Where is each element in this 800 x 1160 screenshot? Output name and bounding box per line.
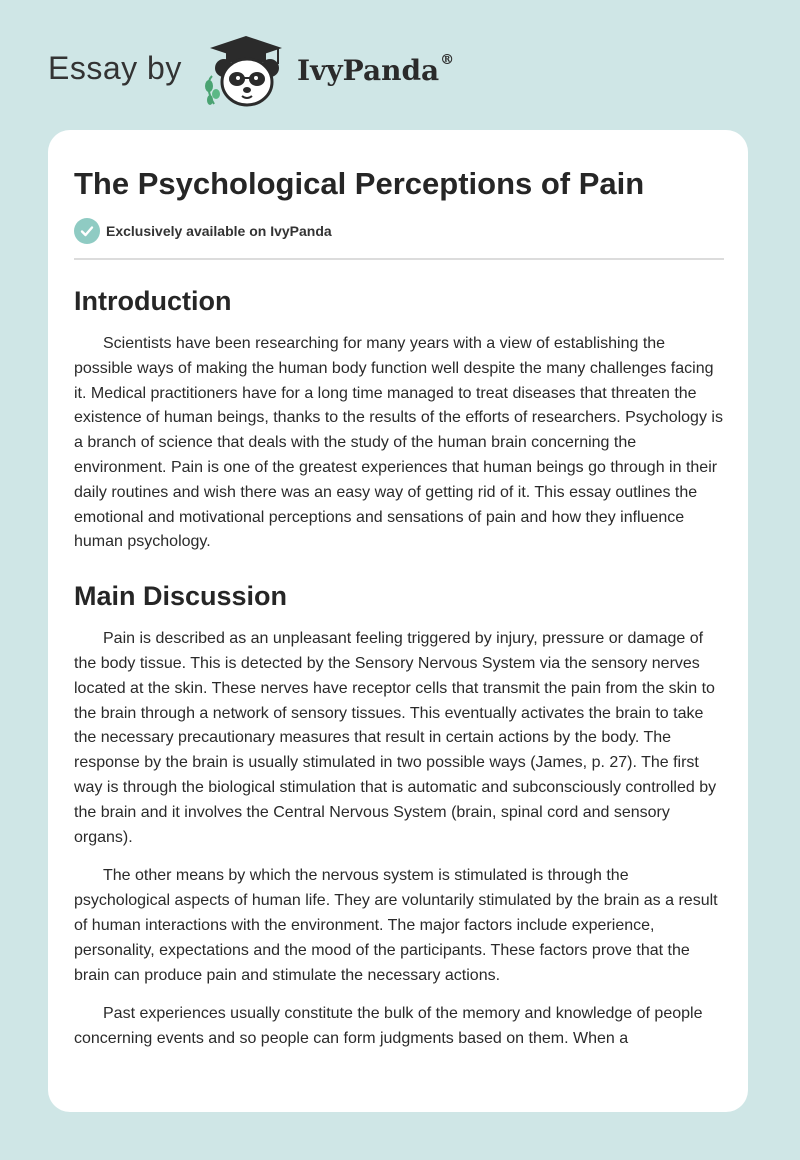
paragraph: Scientists have been researching for many years with a view of establishing the possible ways of making the human body function well despite the many challenges facing it. Medical practitioners have for a long time managed to treat diseases that threaten the existence of human beings, thanks to the results of the efforts of researchers. Psychology is a branch of science that deals with the study of the human brain concerning the environment. Pain is one of the greatest experiences that human beings go through in their daily routines and wish there was an easy way of getting rid of it. This essay outlines the emotional and motivational perceptions and sensations of pain and how they influence human psychology.	[74, 335, 723, 551]
section-heading: Introduction	[74, 286, 232, 316]
registered-mark: ®	[440, 52, 455, 68]
badge-text: Exclusively available on IvyPanda	[106, 223, 332, 239]
paragraph: Past experiences usually constitute the bulk of the memory and knowledge of people concerning events and so people can form judgments based on them. When a	[74, 1005, 703, 1048]
section-heading: Main Discussion	[74, 581, 288, 612]
check-icon	[74, 218, 100, 244]
brand-name[interactable]: IvyPanda®	[297, 52, 455, 87]
exclusive-badge	[74, 218, 724, 244]
paragraph: Pain is described as an unpleasant feeling triggered by injury, pressure or damage of the body tissue. This is detected by the Sensory Nervous System via the sensory nerves located at the skin. These nerves have receptor cells that transmit the pain from the skin to the brain through a network of sensory tissues. This eventually activates the brain to take the necessary precautionary measures that result in certain actions by the body. The response by the brain is usually stimulated in two possible ways (James, p. 27). The first way is through the biological stimulation that is automatic and subconsciously controlled by the brain and it involves the Central Nervous System (brain, spinal cord and sensory organs).	[74, 630, 717, 846]
article-card	[48, 130, 748, 1112]
article-title: The Psychological Perceptions of Pain	[74, 166, 645, 201]
panda-logo-icon[interactable]	[200, 36, 295, 108]
paragraph: The other means by which the nervous system is stimulated is through the psychological aspects of human life. They are voluntarily stimulated by the brain as a result of human interactions with the environment. The major factors include experience, personality, expectations and the mood of the participants. These factors prove that the brain can produce pain and stimulate the necessary actions.	[74, 867, 718, 984]
essay-by-label: Essay by	[48, 50, 182, 86]
divider	[74, 258, 724, 260]
site-header	[48, 36, 548, 108]
article-content	[74, 130, 724, 1066]
